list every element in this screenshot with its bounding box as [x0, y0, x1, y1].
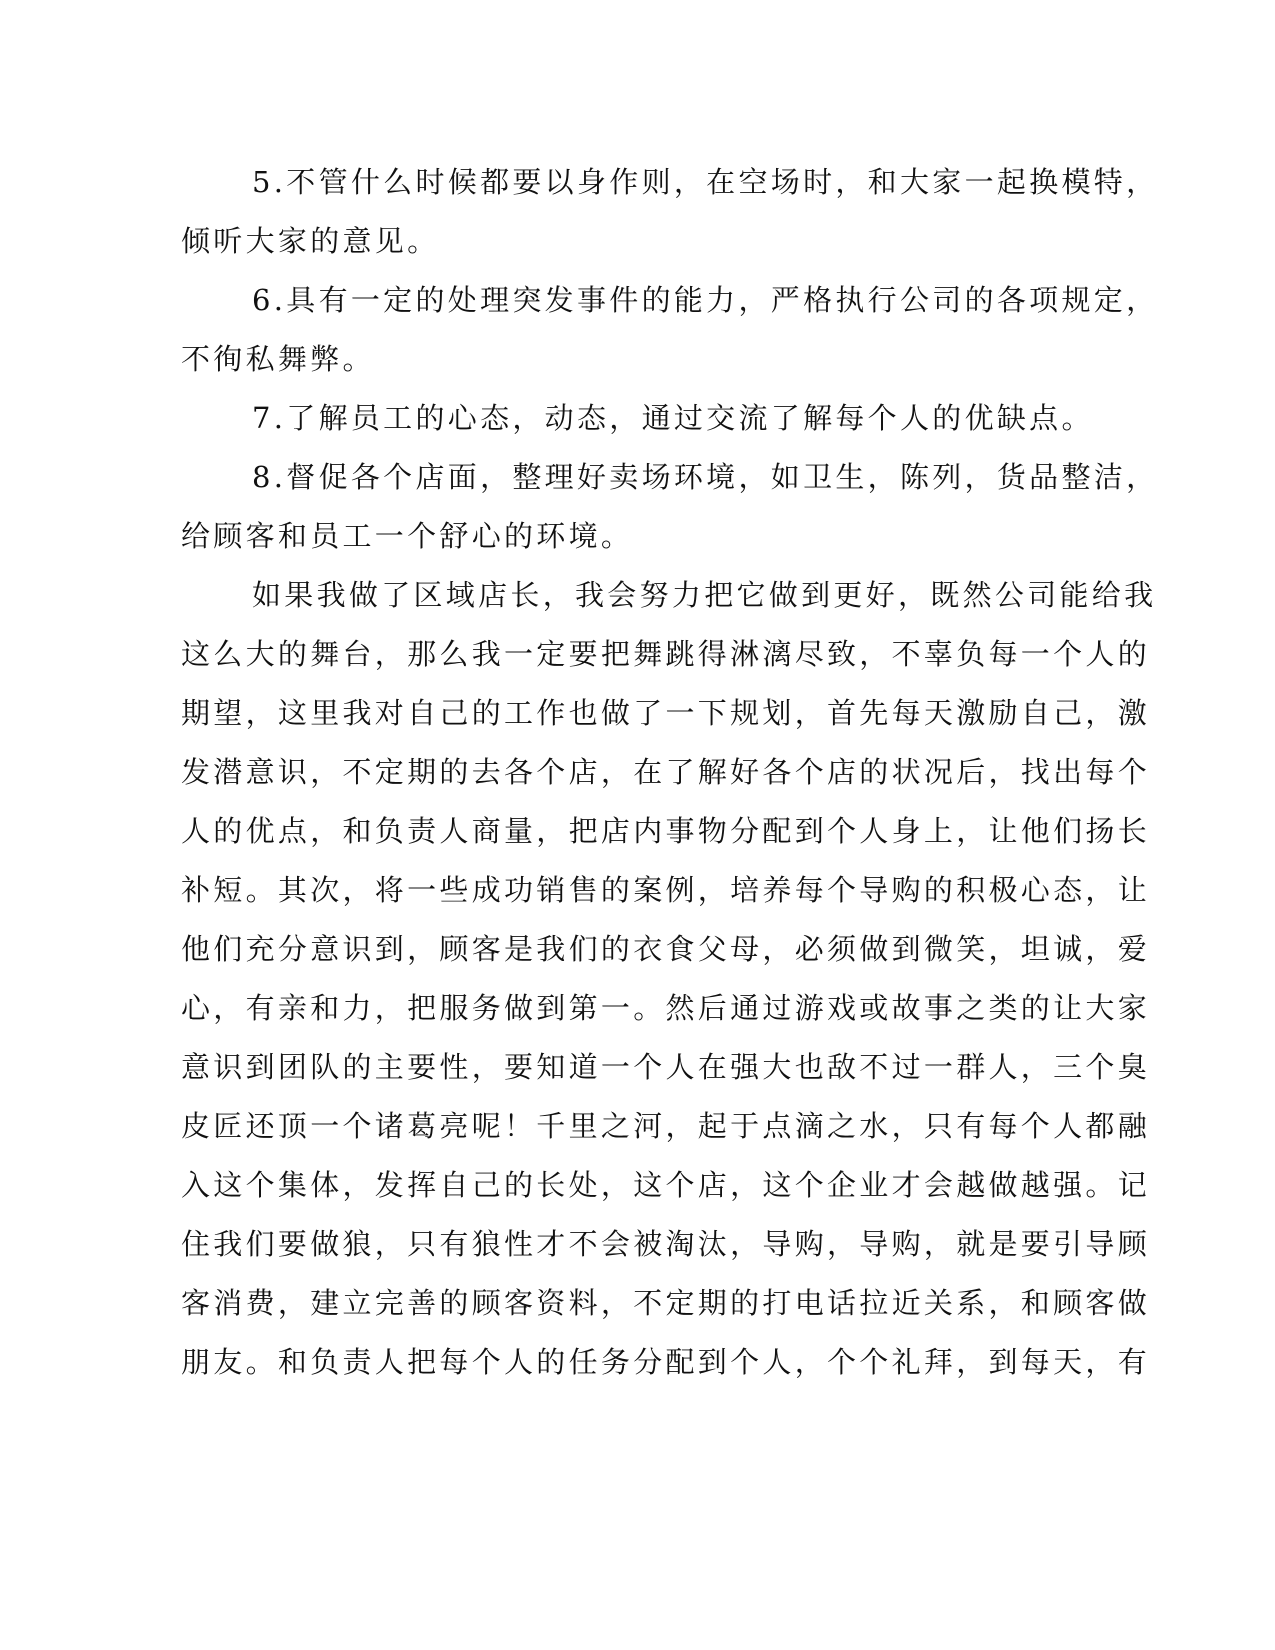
- text-line: 发潜意识，不定期的去各个店，在了解好各个店的状况后，找出每个: [181, 755, 1151, 789]
- text-line: 5.不管什么时候都要以身作则，在空场时，和大家一起换模特，: [252, 165, 1159, 199]
- text-line: 7.了解员工的心态，动态，通过交流了解每个人的优缺点。: [252, 401, 1094, 435]
- text-line: 6.具有一定的处理突发事件的能力，严格执行公司的各项规定，: [252, 283, 1159, 317]
- text-line: 皮匠还顶一个诸葛亮呢！千里之河，起于点滴之水，只有每个人都融: [181, 1109, 1151, 1143]
- text-line: 给顾客和员工一个舒心的环境。: [181, 519, 634, 553]
- text-line: 他们充分意识到，顾客是我们的衣食父母，必须做到微笑，坦诚，爱: [181, 932, 1151, 966]
- text-line: 期望，这里我对自己的工作也做了一下规划，首先每天激励自己，激: [181, 696, 1151, 730]
- text-line: 客消费，建立完善的顾客资料，不定期的打电话拉近关系，和顾客做: [181, 1286, 1151, 1320]
- text-line: 朋友。和负责人把每个人的任务分配到个人，个个礼拜，到每天，有: [181, 1345, 1151, 1379]
- text-line: 补短。其次，将一些成功销售的案例，培养每个导购的积极心态，让: [181, 873, 1151, 907]
- text-line: 心，有亲和力，把服务做到第一。然后通过游戏或故事之类的让大家: [181, 991, 1151, 1025]
- text-line: 这么大的舞台，那么我一定要把舞跳得淋漓尽致，不辜负每一个人的: [181, 637, 1151, 671]
- text-line: 不徇私舞弊。: [181, 342, 375, 376]
- text-line: 意识到团队的主要性，要知道一个人在强大也敌不过一群人，三个臭: [181, 1050, 1151, 1084]
- text-line: 人的优点，和负责人商量，把店内事物分配到个人身上，让他们扬长: [181, 814, 1151, 848]
- text-line: 倾听大家的意见。: [181, 224, 440, 258]
- text-line: 住我们要做狼，只有狼性才不会被淘汰，导购，导购，就是要引导顾: [181, 1227, 1151, 1261]
- text-line: 如果我做了区域店长，我会努力把它做到更好，既然公司能给我: [252, 578, 1157, 612]
- text-line: 入这个集体，发挥自己的长处，这个店，这个企业才会越做越强。记: [181, 1168, 1151, 1202]
- text-line: 8.督促各个店面，整理好卖场环境，如卫生，陈列，货品整洁，: [252, 460, 1159, 494]
